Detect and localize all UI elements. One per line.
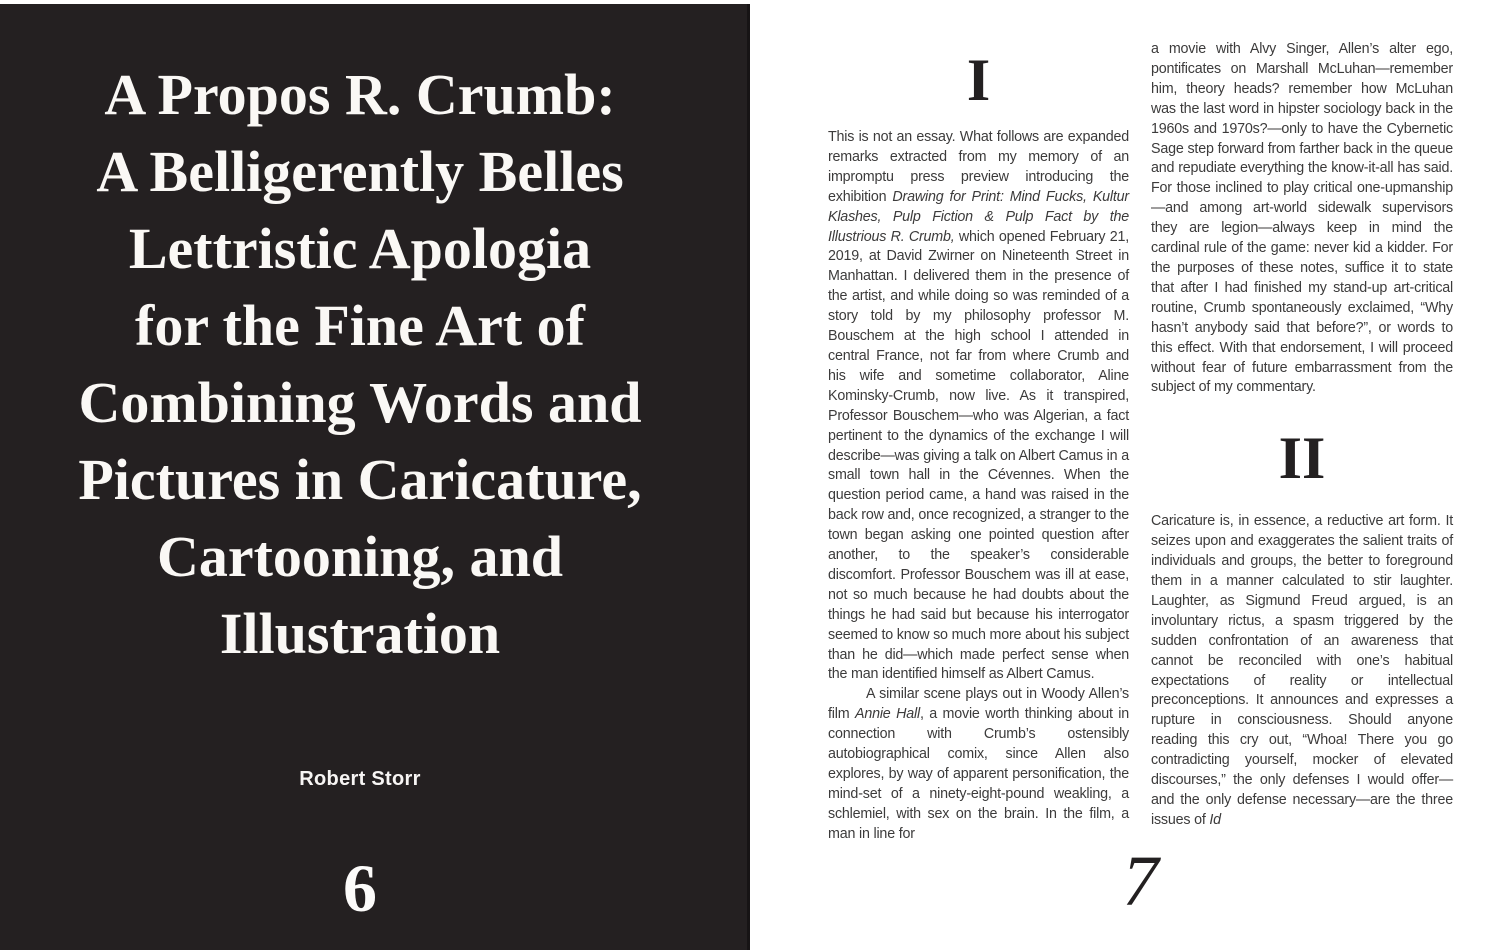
title-line-1: A Propos R. Crumb:: [104, 62, 616, 127]
paragraph-2: A similar scene plays out in Woody Allen’s film Annie Hall, a movie worth thinking about in connection with Crumb’s ostensibly autobiographical comix, since Allen also explores, by way of apparent personification, the mind-set of a ninety-eight-pound weakling, a schlemiel, with sex on the brain. In the film, a man in line for: [828, 686, 1130, 842]
author-name: Robert Storr: [299, 768, 421, 790]
text-column-1: [828, 0, 1129, 845]
title-line-8: Illustration: [219, 601, 501, 666]
title-line-4: for the Fine Art of: [135, 293, 585, 358]
essay-title: [0, 56, 720, 672]
paragraph-1: This is not an essay. What follows are expanded remarks extracted from my memory of an impromptu press preview introducing the exhibition Drawing for Print: Mind Fucks, Kultur Klashes, Pulp Fiction & Pulp Fact by the Illustrious R. Crumb, which opened February 21, 2019, at David Zwirner on Nineteenth Street in Manhattan. I delivered them in the presence of the artist, and while doing so was reminded of a story told by my philosophy professor M. Bouschem at the high school I attended in central France, not far from where Crumb and his wife and sometime collaborator, Aline Kominsky-Crumb, now live. As it transpired, Professor Bouschem—who was Algerian, a fact pertinent to the dynamics of the exchange I will describe—was giving a talk on Albert Camus in a small town hall in the Cévennes. When the question period came, a hand was raised in the back row and, once recognized, a stranger to the town began asking one pointed question after another, to the speaker’s considerable discomfort. Professor Bouschem was ill at ease, not so much because he had doubts about the things he had said but because his interrogator seemed to know so much more about his subject than he did—which made perfect sense when the man identified himself as Albert Camus.: [828, 129, 1130, 683]
text-column-2: [1151, 0, 1453, 831]
title-line-6: Pictures in Caricature,: [78, 447, 642, 512]
title-line-3: Lettristic Apologia: [128, 216, 592, 281]
section-heading-1: I: [966, 47, 991, 113]
page-number-left: 6: [343, 850, 377, 926]
section-heading-2: II: [1278, 425, 1326, 492]
left-page: [0, 4, 750, 950]
paragraph-4: Caricature is, in essence, a reductive art form. It seizes upon and exaggerates the salient traits of individuals and groups, the better to foreground them in a manner calculated to stir laughter. Laughter, as Sigmund Freud argued, is an involuntary rictus, a spasm triggered by the sudden confrontation of an awareness that cannot be reconciled with one’s habitual expectations of reality or intellectual preconceptions. It announces and expresses a rupture in consciousness. Should anyone reading this cry out, “Whoa! There you go contradicting yourself, mocker of elevated discourses,” the only defenses I would offer—and the only defense necessary—are the three issues of Id: [1151, 513, 1453, 828]
page-number-right: 7: [1122, 841, 1159, 921]
paragraph-3: a movie with Alvy Singer, Allen’s alter ego, pontificates on Marshall McLuhan—remember him, theory heads? remember how McLuhan was the last word in hipster sociology back in the 1960s and 1970s?—only to have the Cybernetic Sage step forward from farther back in the queue and repudiate everything the know-it-all has said. For those inclined to play critical one-upmanship—and among art-world sidewalk supervisors they are legion—always keep in mind the cardinal rule of the game: never kid a kidder. For the purposes of these notes, suffice it to state that after I had finished my stand-up art-critical routine, Crumb spontaneously exclaimed, “Why hasn’t anybody said that before?”, or words to this effect. With that endorsement, I will proceed without fear of future embarrassment from the subject of my commentary.: [1151, 41, 1453, 396]
title-line-7: Cartooning, and: [156, 524, 564, 589]
title-line-2: A Belligerently Belles: [96, 139, 624, 204]
title-line-5: Combining Words and: [78, 370, 642, 435]
right-page: [750, 0, 1500, 950]
